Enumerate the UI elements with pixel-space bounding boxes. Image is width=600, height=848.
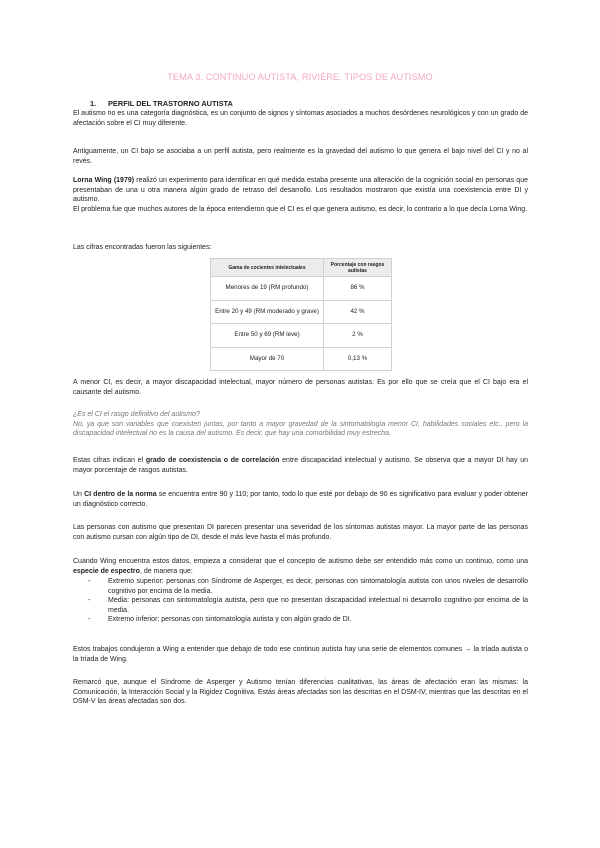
author-name: Lorna Wing (1979) — [73, 177, 135, 184]
table-cell: 42 % — [324, 300, 392, 324]
text-span: , de manera que: — [139, 567, 193, 575]
text-span: Estas cifras indican el — [73, 457, 146, 464]
text-span: Cuando Wing encuentra estos datos, empieza a considerar que el concepto de autismo debe ser entendido más como un continuo, como una — [73, 558, 528, 565]
paragraph-ci-history — [73, 147, 528, 166]
paragraph-text — [73, 557, 528, 576]
table-cell: 2 % — [324, 324, 392, 348]
paragraph-text-2: El problema fue que muchos autores de la época entendieron que el CI es el que genera autismo, es decir, lo contrario a lo que decía Lorna Wing. — [73, 205, 528, 213]
paragraph-coexistence — [73, 456, 528, 475]
paragraph-areas — [73, 678, 528, 707]
paragraph-text: Antiguamente, un CI bajo se asociaba a un perfil autista, pero realmente es la gravedad del autismo lo que genera el bajo nivel del CI y no al revés. — [73, 148, 528, 165]
table-cell: Entre 20 y 49 (RM moderado y grave) — [211, 300, 324, 324]
ci-autism-table — [210, 258, 392, 371]
table-cell: 86 % — [324, 277, 392, 301]
paragraph-text: Las cifras encontradas fueron las siguientes: — [73, 244, 212, 251]
paragraph-spectrum — [73, 557, 528, 576]
text-span: entre discapacidad intelectual y autismo. Se observa que a mayor DI hay un mayor porcentaje de rasgos autistas. — [73, 457, 528, 474]
question-text: ¿Es el CI el rasgo definitivo del autismo? — [73, 411, 200, 418]
page-title: TEMA 3. CONTINUO AUTISTA, RIVIÈRE. TIPOS DE AUTISMO — [167, 72, 433, 82]
list-item: - Extremo inferior: personas con sintomatología autista y con algún grado de DI. — [88, 615, 528, 625]
question-block — [73, 410, 528, 439]
paragraph-text — [73, 456, 528, 475]
table-cell: Menores de 19 (RM profundo) — [211, 277, 324, 301]
paragraph-text: El autismo no es una categoría diagnóstica, es un conjunto de signos y síntomas asociados a muchos desórdenes neurológicos y con un grado de afectación sobre el CI muy diferente. — [73, 110, 528, 127]
list-item: - Media: personas con sintomatología autista, pero que no presentan discapacidad intelectual ni desarrollo cognitivo por encima de la media. — [88, 596, 528, 615]
table-header-cell: Gama de cocientes intelectuales — [211, 259, 324, 277]
text-span: Un — [73, 491, 85, 498]
bold-term: grado de coexistencia o de correlación — [145, 457, 280, 464]
paragraph-text: Estos trabajos condujeron a Wing a entender que debajo de todo ese continuo autista hay una serie de elementos comunes → la tríada autista o la tríada de Wing. — [73, 646, 528, 663]
text-span: se encuentra entre 90 y 110; por tanto, todo lo que esté por debajo de 90 es significativo para evaluar y poder obtener un diagnóstico correcto. — [73, 491, 528, 508]
table-row — [211, 277, 392, 301]
paragraph-autism-definition — [73, 109, 528, 128]
bold-term: CI dentro de la norma — [84, 491, 157, 498]
table-header-cell: Porcentaje con rasgos autistas — [324, 259, 392, 277]
table-row — [211, 324, 392, 348]
bold-term: especie de espectro — [73, 567, 140, 575]
paragraph-text: A menor CI, es decir, a mayor discapacidad intelectual, mayor número de personas autistas. Es por ello que se creía que el CI bajo era el causante del autismo. — [73, 379, 528, 396]
paragraph-text — [73, 490, 528, 509]
table-row — [211, 300, 392, 324]
list-item: - Extremo superior: personas con Síndrome de Asperger, es decir, personas con sintomatología autista con unos niveles de desarrollo cognitivo por encima de la media. — [88, 577, 528, 596]
paragraph-normal-ci — [73, 490, 528, 509]
table-header-row — [211, 259, 392, 277]
section-heading — [90, 99, 233, 109]
paragraph-text: Las personas con autismo que presentan DI parecen presentar una severidad de los síntomas autistas mayor. La mayor parte de las personas con autismo cursan con algún tipo de DI, desde el más leve hasta el más profundo. — [73, 524, 528, 541]
paragraph-text: Remarcó que, aunque el Síndrome de Asperger y Autismo tenían diferencias cualitativas, las áreas de afectación eran las mismas: la Comunicación, la Interacción Social y la Rigidez Cognitiva. Estás áreas afectadas son las descritas en el DSM-IV, mientras que las descritas en el DSM-V las áreas afectadas son dos. — [73, 679, 528, 706]
answer-text: No, ya que son variables que coexisten juntas, por tanto a mayor gravedad de la sintomatología menor CI, habilidades sociales etc., pero la discapacidad intelectual no es la causa del autismo. Es decir, que hay una comorbilidad muy estrecha. — [73, 420, 528, 438]
table-row — [211, 347, 392, 371]
spectrum-list — [88, 577, 528, 625]
paragraph-figures-intro — [73, 243, 528, 253]
table-cell: Entre 50 y 69 (RM leve) — [211, 324, 324, 348]
paragraph-lower-ci — [73, 378, 528, 397]
paragraph-text — [73, 176, 528, 205]
paragraph-triad — [73, 645, 528, 664]
table-cell: 0,13 % — [324, 347, 392, 371]
section-heading-text: PERFIL DEL TRASTORNO AUTISTA — [108, 99, 233, 108]
paragraph-lorna-wing — [73, 176, 528, 214]
table-cell: Mayor de 70 — [211, 347, 324, 371]
section-number: 1. — [90, 99, 97, 108]
paragraph-body: realizó un experimento para identificar en qué medida estaba presente una alteración de la cognición social en personas que presentaban de una u otra manera algún grado de retraso del desarrollo. Los resultados mostraron que existía una coexistencia entre DI y autismo. — [73, 177, 528, 204]
paragraph-di-severity — [73, 523, 528, 542]
